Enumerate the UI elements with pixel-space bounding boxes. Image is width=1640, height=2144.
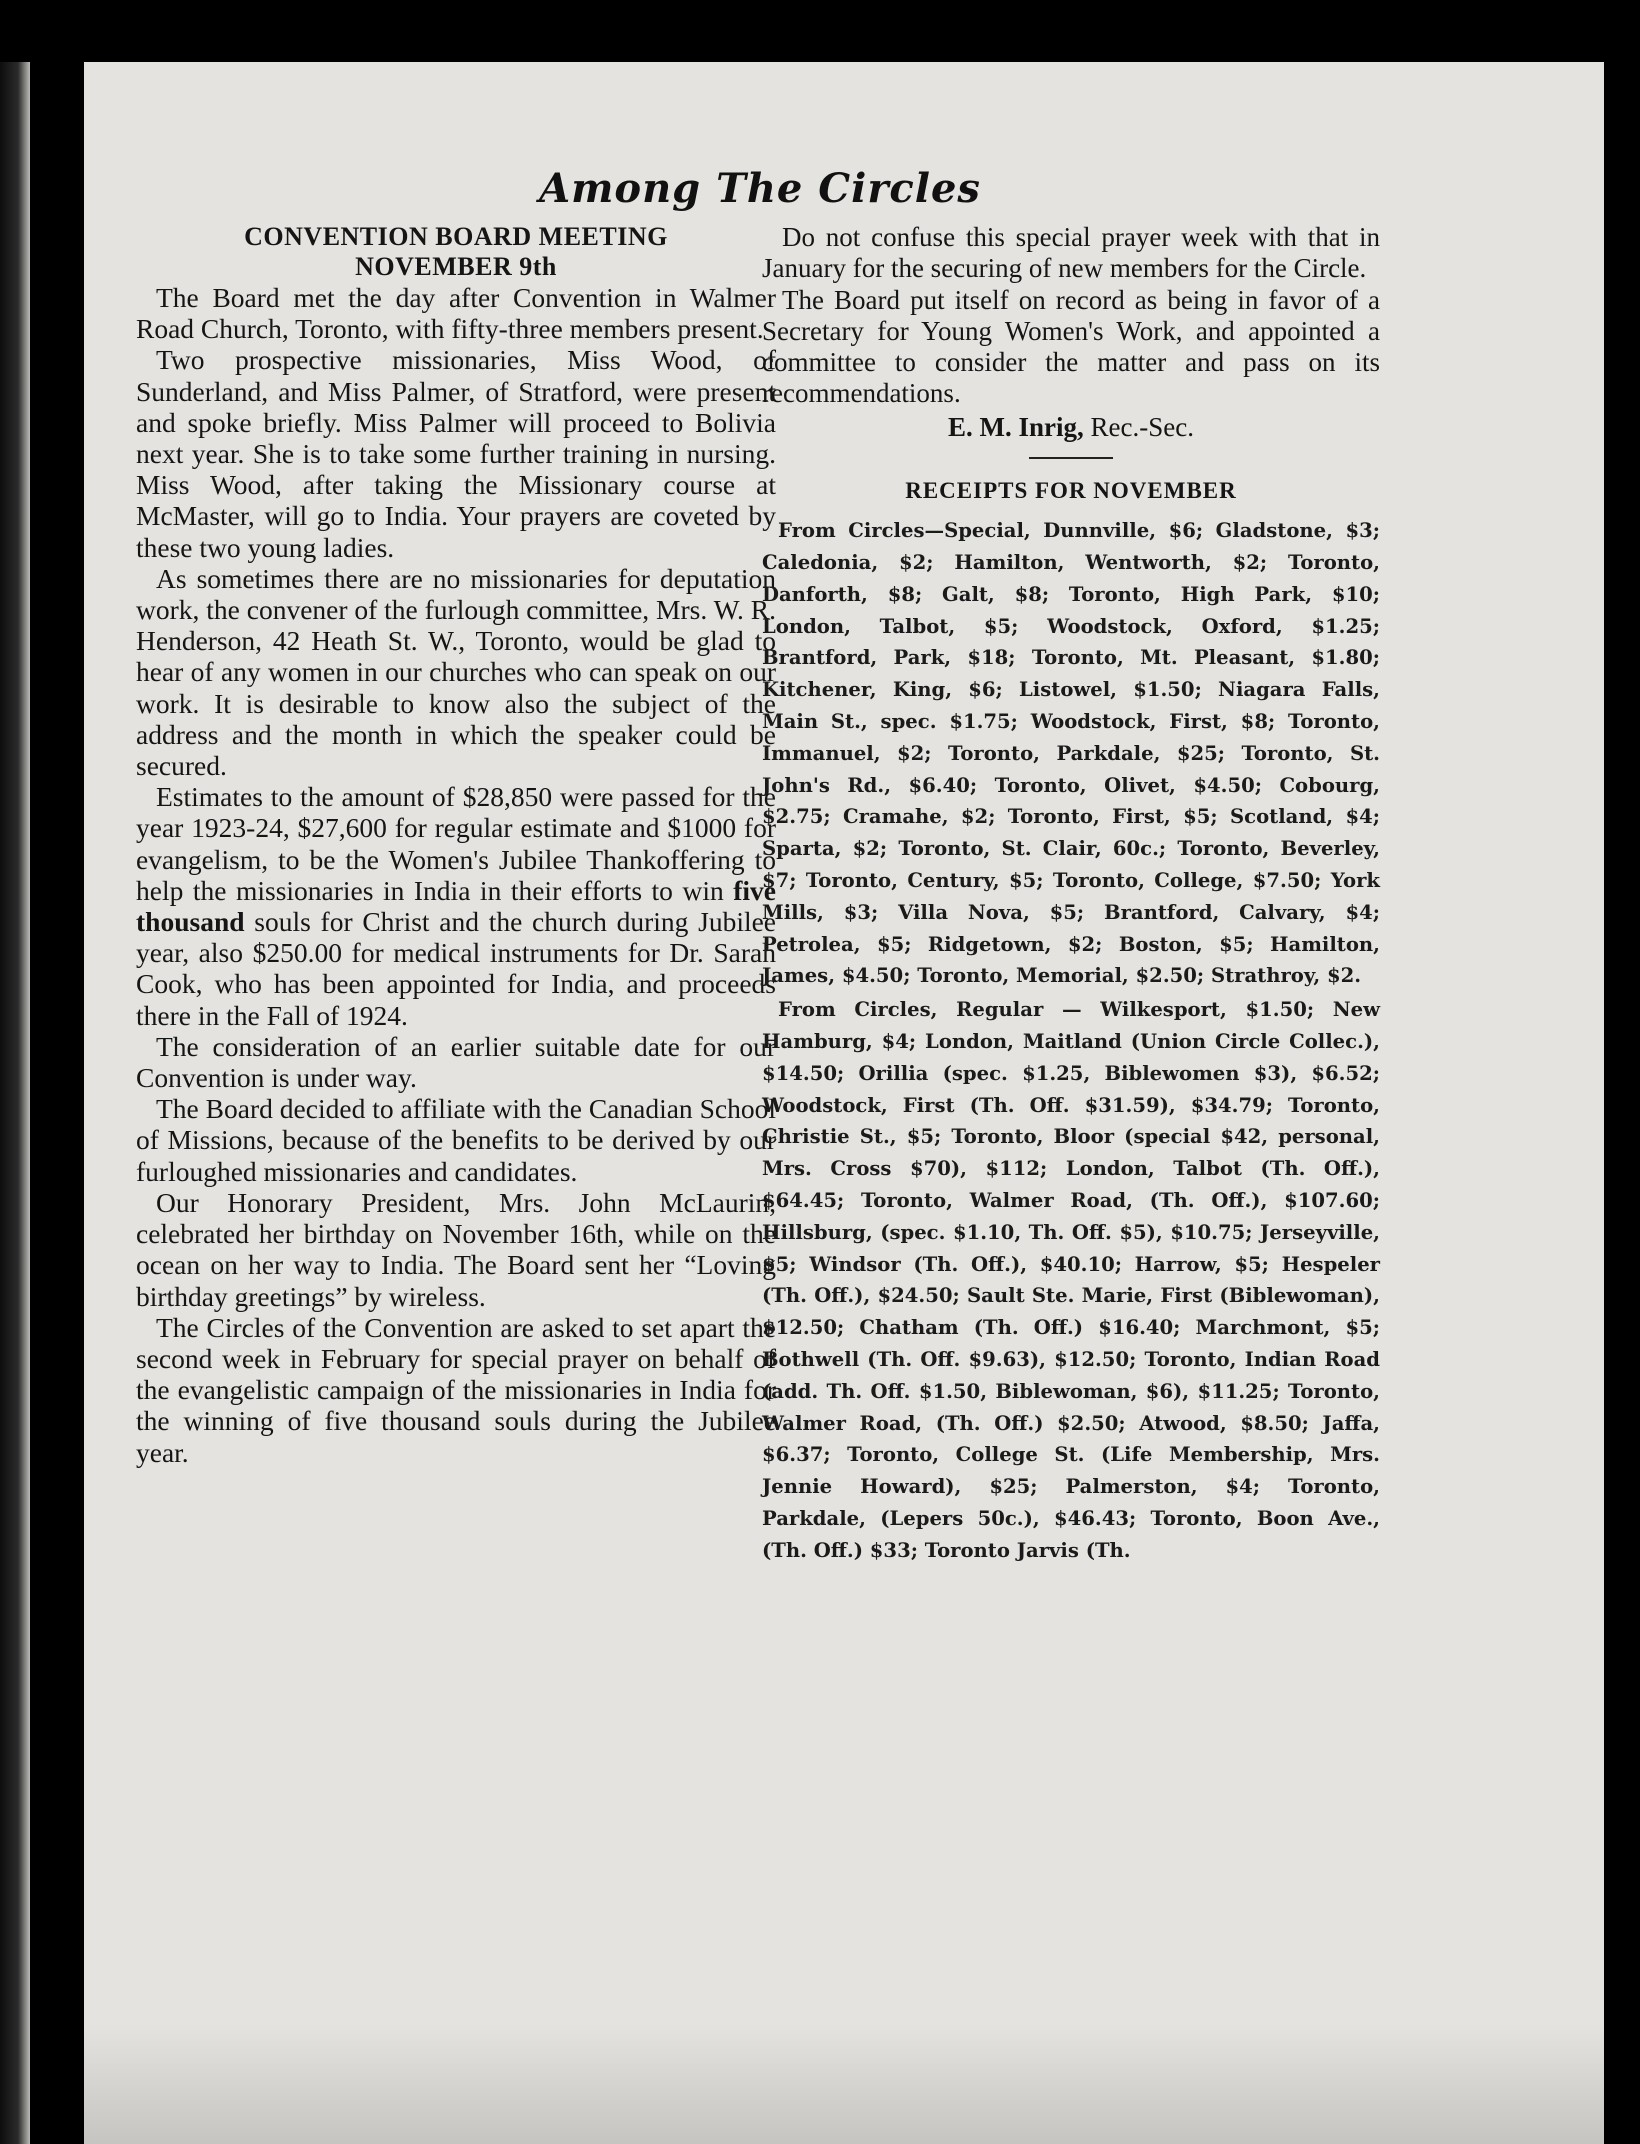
paragraph-school-of-missions: The Board decided to affiliate with the Canadian School of Missions, because of the benefits to be derived by our furloughed missionaries and candidates. [136, 1093, 776, 1187]
section-divider [1029, 457, 1113, 459]
estimates-text-after: souls for Christ and the church during Jubilee year, also $250.00 for medical instruments for Dr. Sarah Cook, who has been appointed for India, and proceeds there in the Fall of 1924. [136, 906, 777, 1031]
estimates-bold-text: five thousand [136, 874, 777, 938]
receipts-title: RECEIPTS FOR NOVEMBER [905, 478, 1237, 504]
paragraph-estimates [136, 781, 776, 1031]
signature [762, 412, 1380, 444]
paragraph-prayer-week: The Circles of the Convention are asked to set apart the second week in February for special prayer on behalf of the evangelistic campaign of the missionaries in India for the winning of five thousand souls during the Jubilee year. [136, 1311, 776, 1468]
article-title-line-2: NOVEMBER 9th [355, 252, 557, 281]
paragraph-honorary-president: Our Honorary President, Mrs. John McLaurin, celebrated her birthday on November 16th, while on the ocean on her way to India. The Board sent her “Loving birthday greetings” by wireless. [136, 1186, 776, 1312]
paragraph-convention-date: The consideration of an earlier suitable date for our Convention is under way. [136, 1030, 776, 1094]
right-column [762, 222, 1380, 1566]
paragraph-prayer-week-note: Do not confuse this special prayer week with that in January for the securing of new members for the Circle. [762, 222, 1380, 284]
signature-name: E. M. Inrig, [948, 411, 1084, 442]
article-title-line-1: CONVENTION BOARD MEETING [244, 222, 668, 251]
left-column [136, 222, 776, 1468]
receipts-special: From Circles—Special, Dunnville, $6; Gladstone, $3; Caledonia, $2; Hamilton, Wentworth, $2; Toronto, Danforth, $8; Galt, $8; Toronto, High Park, $10; London, Talbot, $5; Woodstock, Oxford, $1.25; Brantford, Park, $18; Toronto, Mt. Pleasant, $1.80; Kitchener, King, $6; Listowel, $1.50; Niagara Falls, Main St., spec. $1.75; Woodstock, First, $8; Toronto, Immanuel, $2; Toronto, Parkdale, $25; Toronto, St. John's Rd., $6.40; Toronto, Olivet, $4.50; Cobourg, $2.75; Cramahe, $2; Toronto, First, $5; Scotland, $4; Sparta, $2; Toronto, St. Clair, 60c.; Toronto, Beverley, $7; Toronto, Century, $5; Toronto, College, $7.50; York Mills, $3; Villa Nova, $5; Brantford, Calvary, $4; Petrolea, $5; Ridgetown, $2; Boston, $5; Hamilton, James, $4.50; Toronto, Memorial, $2.50; Strathroy, $2. [762, 519, 1380, 988]
page-bottom-shade [84, 2024, 1604, 2144]
paragraph-deputation: As sometimes there are no missionaries for deputation work, the convener of the furlough committee, Mrs. W. R. Henderson, 42 Heath St. W., Toronto, would be glad to hear of any women in our churches who can speak on our work. It is desirable to know also the subject of the address and the month in which the speaker could be secured. [136, 562, 777, 782]
paragraph-missionaries: Two prospective missionaries, Miss Wood, of Sunderland, and Miss Palmer, of Stratford, were present and spoke briefly. Miss Palmer will proceed to Bolivia next year. She is to take some further training in nursing. Miss Wood, after taking the Missionary course at McMaster, will go to India. Your prayers are coveted by these two young ladies. [136, 344, 776, 563]
signature-title: Rec.-Sec. [1090, 411, 1194, 442]
paragraph-young-women-secretary: The Board put itself on record as being in favor of a Secretary for Young Women's Work, and appointed a committee to consider the matter and pass on its recommendations. [762, 284, 1380, 409]
page-edge-shadow [0, 62, 30, 2144]
estimates-text-before: Estimates to the amount of $28,850 were passed for the year 1923-24, $27,600 for regular estimate and $1000 for evangelism, to be the Women's Jubilee Thankoffering to help the missionaries in India in their efforts to win [136, 781, 776, 906]
page-heading: Among The Circles [539, 165, 981, 212]
paragraph-board-met: The Board met the day after Convention in Walmer Road Church, Toronto, with fifty-three members present. [136, 282, 776, 345]
receipts-regular: From Circles, Regular — Wilkesport, $1.50; New Hamburg, $4; London, Maitland (Union Circle Collec.), $14.50; Orillia (spec. $1.25, Biblewomen $3), $6.52; Woodstock, First (Th. Off. $31.59), $34.79; Toronto, Christie St., $5; Toronto, Bloor (special $42, personal, Mrs. Cross $70), $112; London, Talbot (Th. Off.), $64.45; Toronto, Walmer Road, (Th. Off.), $107.60; Hillsburg, (spec. $1.10, Th. Off. $5), $10.75; Jerseyville, $5; Windsor (Th. Off.), $40.10; Harrow, $5; Hespeler (Th. Off.), $24.50; Sault Ste. Marie, First (Biblewoman), $12.50; Chatham (Th. Off.) $16.40; Marchmont, $5; Bothwell (Th. Off. $9.63), $12.50; Toronto, Indian Road (add. Th. Off. $1.50, Biblewoman, $6), $11.25; Toronto, Walmer Road, (Th. Off.) $2.50; Atwood, $8.50; Jaffa, $6.37; Toronto, College St. (Life Membership, Mrs. Jennie Howard), $25; Palmerston, $4; Toronto, Parkdale, (Lepers 50c.), $46.43; Toronto, Boon Ave., (Th. Off.) $33; Toronto Jarvis (Th. [762, 998, 1380, 1562]
